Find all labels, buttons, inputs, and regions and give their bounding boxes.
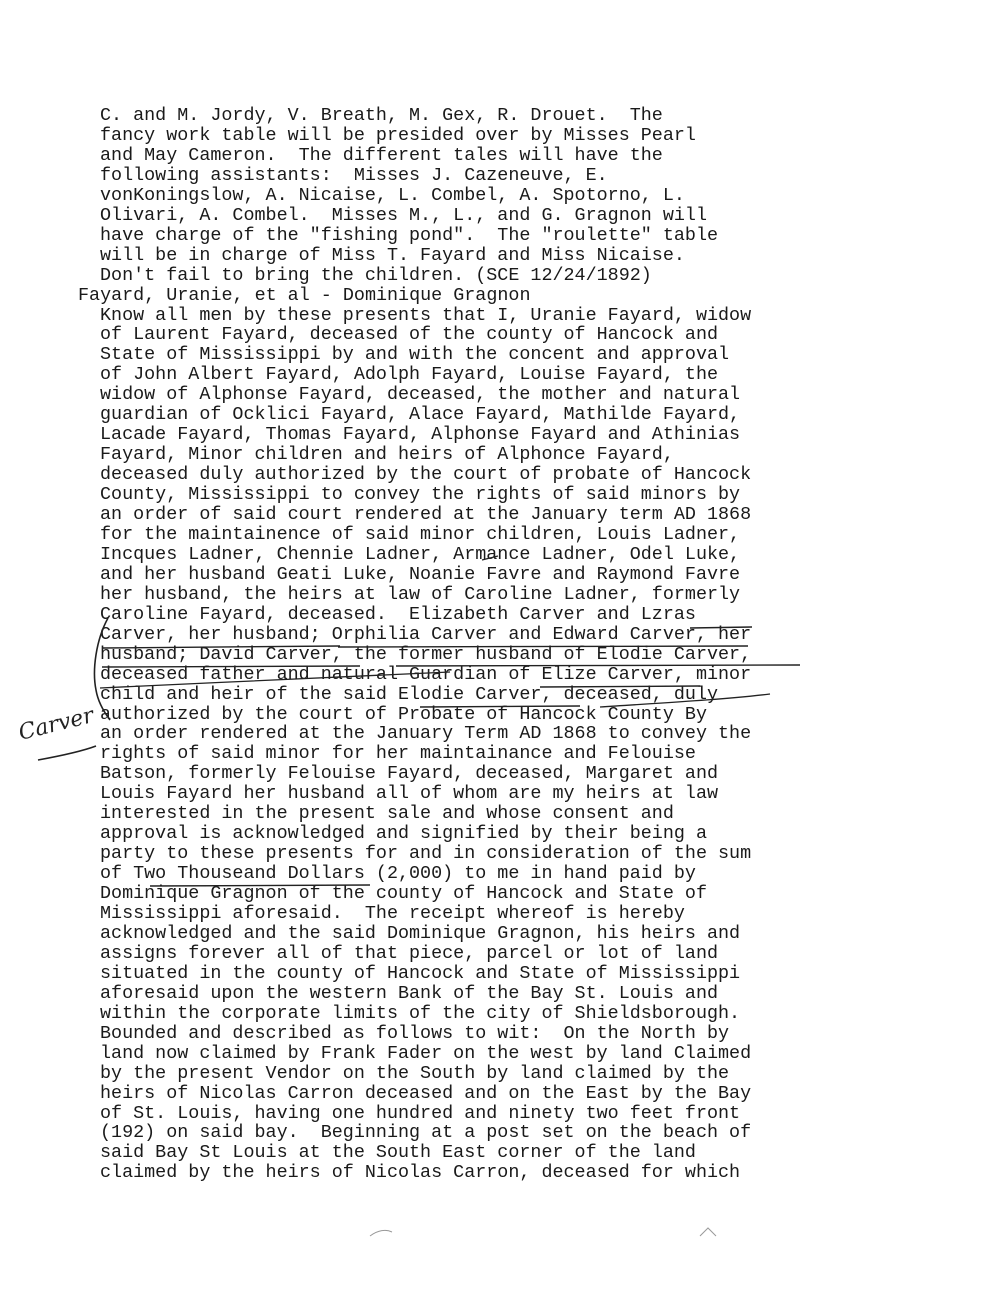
margin-arrow xyxy=(38,746,96,760)
text-line: guardian of Ocklici Fayard, Alace Fayard, Mathilde Fayard, xyxy=(100,404,741,426)
text-line: approval is acknowledged and signified by their being a xyxy=(100,823,707,845)
text-line: of Two Thouseand Dollars (2,000) to me in hand paid by xyxy=(100,863,696,885)
text-line: an order rendered at the January Term AD 1868 to convey the xyxy=(100,723,752,745)
text-line: Carver, her husband; Orphilia Carver and Edward Carver, her xyxy=(100,623,752,645)
text-line: Louis Fayard her husband all of whom are my heirs at law xyxy=(100,783,719,805)
text-line: interested in the present sale and whose consent and xyxy=(100,803,674,825)
text-line: Don't fail to bring the children. (SCE 12/24/1892) xyxy=(100,264,652,286)
text-line: authorized by the court of Probate of Hancock County By xyxy=(100,703,707,725)
scan-mark-left xyxy=(370,1230,392,1236)
text-line: her husband, the heirs at law of Caroline Ladner, formerly xyxy=(100,583,741,605)
text-line: (192) on said bay. Beginning at a post set on the beach of xyxy=(100,1122,752,1144)
margin-handwritten-note: Carver xyxy=(16,703,97,746)
text-line: situated in the county of Hancock and State of Mississippi xyxy=(100,962,741,984)
text-line: husband; David Carver, the former husband of Elodie Carver, xyxy=(100,643,752,665)
text-line: widow of Alphonse Fayard, deceased, the mother and natural xyxy=(100,384,741,406)
text-line: of St. Louis, having one hundred and ninety two feet front xyxy=(100,1102,741,1124)
text-line: Lacade Fayard, Thomas Fayard, Alphonse Fayard and Athinias xyxy=(100,424,741,446)
text-line: party to these presents for and in consideration of the sum xyxy=(100,843,752,865)
text-line: Dominique Gragnon of the county of Hancock and State of xyxy=(100,883,707,905)
text-line: vonKoningslow, A. Nicaise, L. Combel, A. Spotorno, L. xyxy=(100,184,685,206)
text-line: State of Mississippi by and with the concent and approval xyxy=(100,344,730,366)
text-line: Know all men by these presents that I, Uranie Fayard, widow xyxy=(100,304,752,326)
text-line: claimed by the heirs of Nicolas Carron, deceased for which xyxy=(100,1162,741,1184)
text-line: rights of said minor for her maintainance and Felouise xyxy=(100,743,696,765)
text-line: assigns forever all of that piece, parcel or lot of land xyxy=(100,942,719,964)
text-line: and May Cameron. The different tales will have the xyxy=(100,144,663,166)
text-line: deceased father and natural Guardian of Elize Carver, minor xyxy=(100,663,752,685)
text-line: Mississippi aforesaid. The receipt whereof is hereby xyxy=(100,903,685,924)
scan-mark-right xyxy=(700,1228,716,1236)
text-line: within the corporate limits of the city of Shieldsborough. xyxy=(100,1002,741,1024)
text-line: said Bay St Louis at the South East corner of the land xyxy=(100,1142,696,1164)
text-line: C. and M. Jordy, V. Breath, M. Gex, R. Drouet. The xyxy=(100,105,663,126)
text-line: aforesaid upon the western Bank of the Bay St. Louis and xyxy=(100,982,719,1004)
text-line: heirs of Nicolas Carron deceased and on the East by the Bay xyxy=(100,1082,752,1104)
text-line: by the present Vendor on the South by land claimed by the xyxy=(100,1062,730,1084)
text-line: Incques Ladner, Chennie Ladner, Armance Ladner, Odel Luke, xyxy=(100,543,741,565)
text-line: and her husband Geati Luke, Noanie Favre and Raymond Favre xyxy=(100,563,741,585)
text-line: Batson, formerly Felouise Fayard, deceased, Margaret and xyxy=(100,763,719,785)
text-line: have charge of the "fishing pond". The "roulette" table xyxy=(100,224,719,246)
text-line: County, Mississippi to convey the rights of said minors by xyxy=(100,484,741,506)
text-line: land now claimed by Frank Fader on the west by land Claimed xyxy=(100,1042,752,1064)
text-line: following assistants: Misses J. Cazeneuve, E. xyxy=(100,164,608,186)
text-line: for the maintainence of said minor children, Louis Ladner, xyxy=(100,523,741,545)
text-line: acknowledged and the said Dominique Gragnon, his heirs and xyxy=(100,922,741,944)
text-line: Caroline Fayard, deceased. Elizabeth Carver and Lzras xyxy=(100,603,696,625)
text-line: Bounded and described as follows to wit: On the North by xyxy=(100,1022,730,1044)
text-line: an order of said court rendered at the January term AD 1868 xyxy=(100,504,752,525)
text-line: of John Albert Fayard, Adolph Fayard, Louise Fayard, the xyxy=(100,364,719,386)
text-line: of Laurent Fayard, deceased of the county of Hancock and xyxy=(100,324,719,346)
text-line: deceased duly authorized by the court of probate of Hancock xyxy=(100,464,752,486)
text-line: Fayard, Minor children and heirs of Alphonce Fayard, xyxy=(100,444,674,466)
text-line: fancy work table will be presided over by Misses Pearl xyxy=(100,124,696,146)
text-line: Fayard, Uranie, et al - Dominique Gragnon xyxy=(78,284,531,306)
text-line: Olivari, A. Combel. Misses M., L., and G. Gragnon will xyxy=(100,204,707,226)
text-line: will be in charge of Miss T. Fayard and Miss Nicaise. xyxy=(100,244,685,266)
text-line: child and heir of the said Elodie Carver, deceased, duly xyxy=(100,683,719,705)
